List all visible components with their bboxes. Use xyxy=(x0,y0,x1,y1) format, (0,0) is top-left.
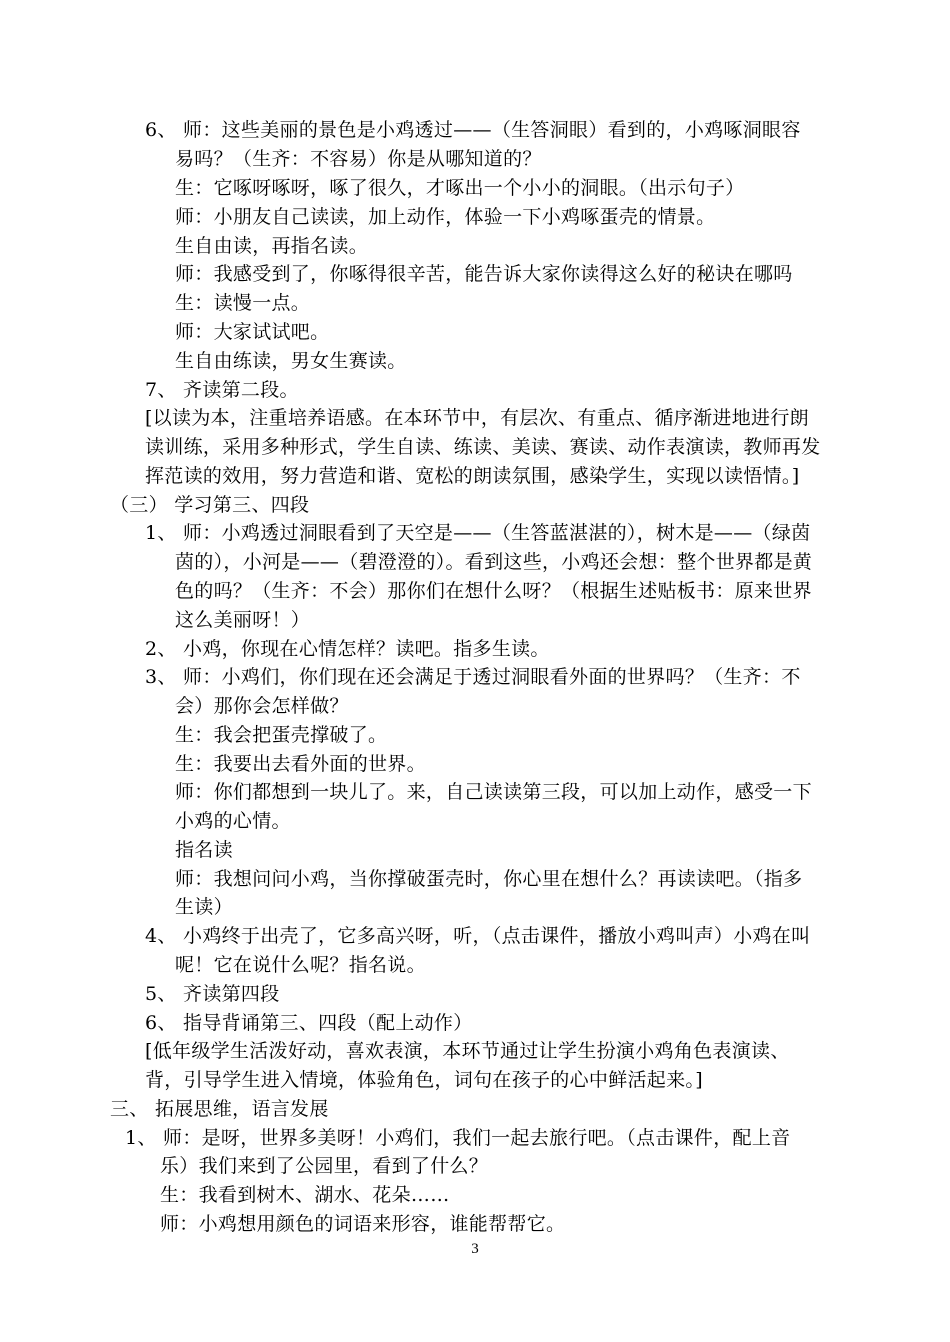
text-line: 师：你们都想到一块儿了。来，自己读读第三段，可以加上动作，感受一下 xyxy=(175,781,812,803)
text-line: 师：小朋友自己读读，加上动作，体验一下小鸡啄蛋壳的情景。 xyxy=(175,206,716,228)
text-line: 小鸡的心情。 xyxy=(175,810,291,832)
text-line: 6、 指导背诵第三、四段（配上动作） xyxy=(145,1012,473,1034)
annotation-line: 背，引导学生进入情境，体验角色，词句在孩子的心中鲜活起来。] xyxy=(145,1069,703,1091)
text-line: 生：我会把蛋壳撑破了。 xyxy=(175,724,388,746)
text-line: 师：小鸡想用颜色的词语来形容，谁能帮帮它。 xyxy=(160,1213,566,1235)
text-line: 师：大家试试吧。 xyxy=(175,321,330,343)
section-heading: 三、 拓展思维，语言发展 xyxy=(110,1098,329,1120)
annotation-line: [以读为本，注重培养语感。在本环节中，有层次、有重点、循序渐进地进行朗 xyxy=(145,407,809,429)
section-heading: （三） 学习第三、四段 xyxy=(110,494,310,516)
text-line: 色的吗？（生齐：不会）那你们在想什么呀？（根据生述贴板书：原来世界 xyxy=(175,580,812,602)
text-line: 指名读 xyxy=(175,839,233,861)
text-line: 7、 齐读第二段。 xyxy=(145,379,299,401)
annotation-line: [低年级学生活泼好动，喜欢表演，本环节通过让学生扮演小鸡角色表演读、 xyxy=(145,1040,790,1062)
text-line: 师：我想问问小鸡，当你撑破蛋壳时，你心里在想什么？再读读吧。（指多 xyxy=(175,868,803,890)
annotation-line: 挥范读的效用，努力营造和谐、宽松的朗读氛围，感染学生，实现以读悟情。] xyxy=(145,465,800,487)
text-line: 这么美丽呀！） xyxy=(175,609,311,631)
text-line: 茵的），小河是——（碧澄澄的）。看到这些，小鸡还会想：整个世界都是黄 xyxy=(175,551,813,573)
text-line: 生自由练读，男女生赛读。 xyxy=(175,350,407,372)
text-line: 乐）我们来到了公园里，看到了什么？ xyxy=(160,1155,489,1177)
text-line: 1、 师：是呀，世界多美呀！小鸡们，我们一起去旅行吧。（点击课件，配上音 xyxy=(125,1127,791,1149)
text-line: 1、 师：小鸡透过洞眼看到了天空是——（生答蓝湛湛的），树木是——（绿茵 xyxy=(145,522,811,544)
page-number: 3 xyxy=(471,1241,479,1257)
text-line: 生：我要出去看外面的世界。 xyxy=(175,753,426,775)
text-line: 生：读慢一点。 xyxy=(175,292,311,314)
text-line: 6、 师：这些美丽的景色是小鸡透过——（生答洞眼）看到的，小鸡啄洞眼容 xyxy=(145,119,801,141)
text-line: 会）那你会怎样做？ xyxy=(175,695,349,717)
text-line: 生自由读，再指名读。 xyxy=(175,235,369,257)
text-line: 呢！它在说什么呢？指名说。 xyxy=(175,954,426,976)
text-line: 生：我看到树木、湖水、花朵…… xyxy=(160,1184,450,1206)
text-line: 3、 师：小鸡们，你们现在还会满足于透过洞眼看外面的世界吗？（生齐：不 xyxy=(145,666,801,688)
text-line: 生：它啄呀啄呀，啄了很久，才啄出一个小小的洞眼。（出示句子） xyxy=(175,177,745,199)
text-line: 5、 齐读第四段 xyxy=(145,983,280,1005)
text-line: 师：我感受到了，你啄得很辛苦，能告诉大家你读得这么好的秘诀在哪吗 xyxy=(175,263,793,285)
text-line: 2、 小鸡，你现在心情怎样？读吧。指多生读。 xyxy=(145,638,550,660)
text-line: 4、 小鸡终于出壳了，它多高兴呀，听，（点击课件，播放小鸡叫声）小鸡在叫 xyxy=(145,925,811,947)
text-line: 生读） xyxy=(175,896,233,918)
annotation-line: 读训练，采用多种形式，学生自读、练读、美读、赛读、动作表演读，教师再发 xyxy=(145,436,821,458)
text-line: 易吗？（生齐：不容易）你是从哪知道的？ xyxy=(175,148,542,170)
